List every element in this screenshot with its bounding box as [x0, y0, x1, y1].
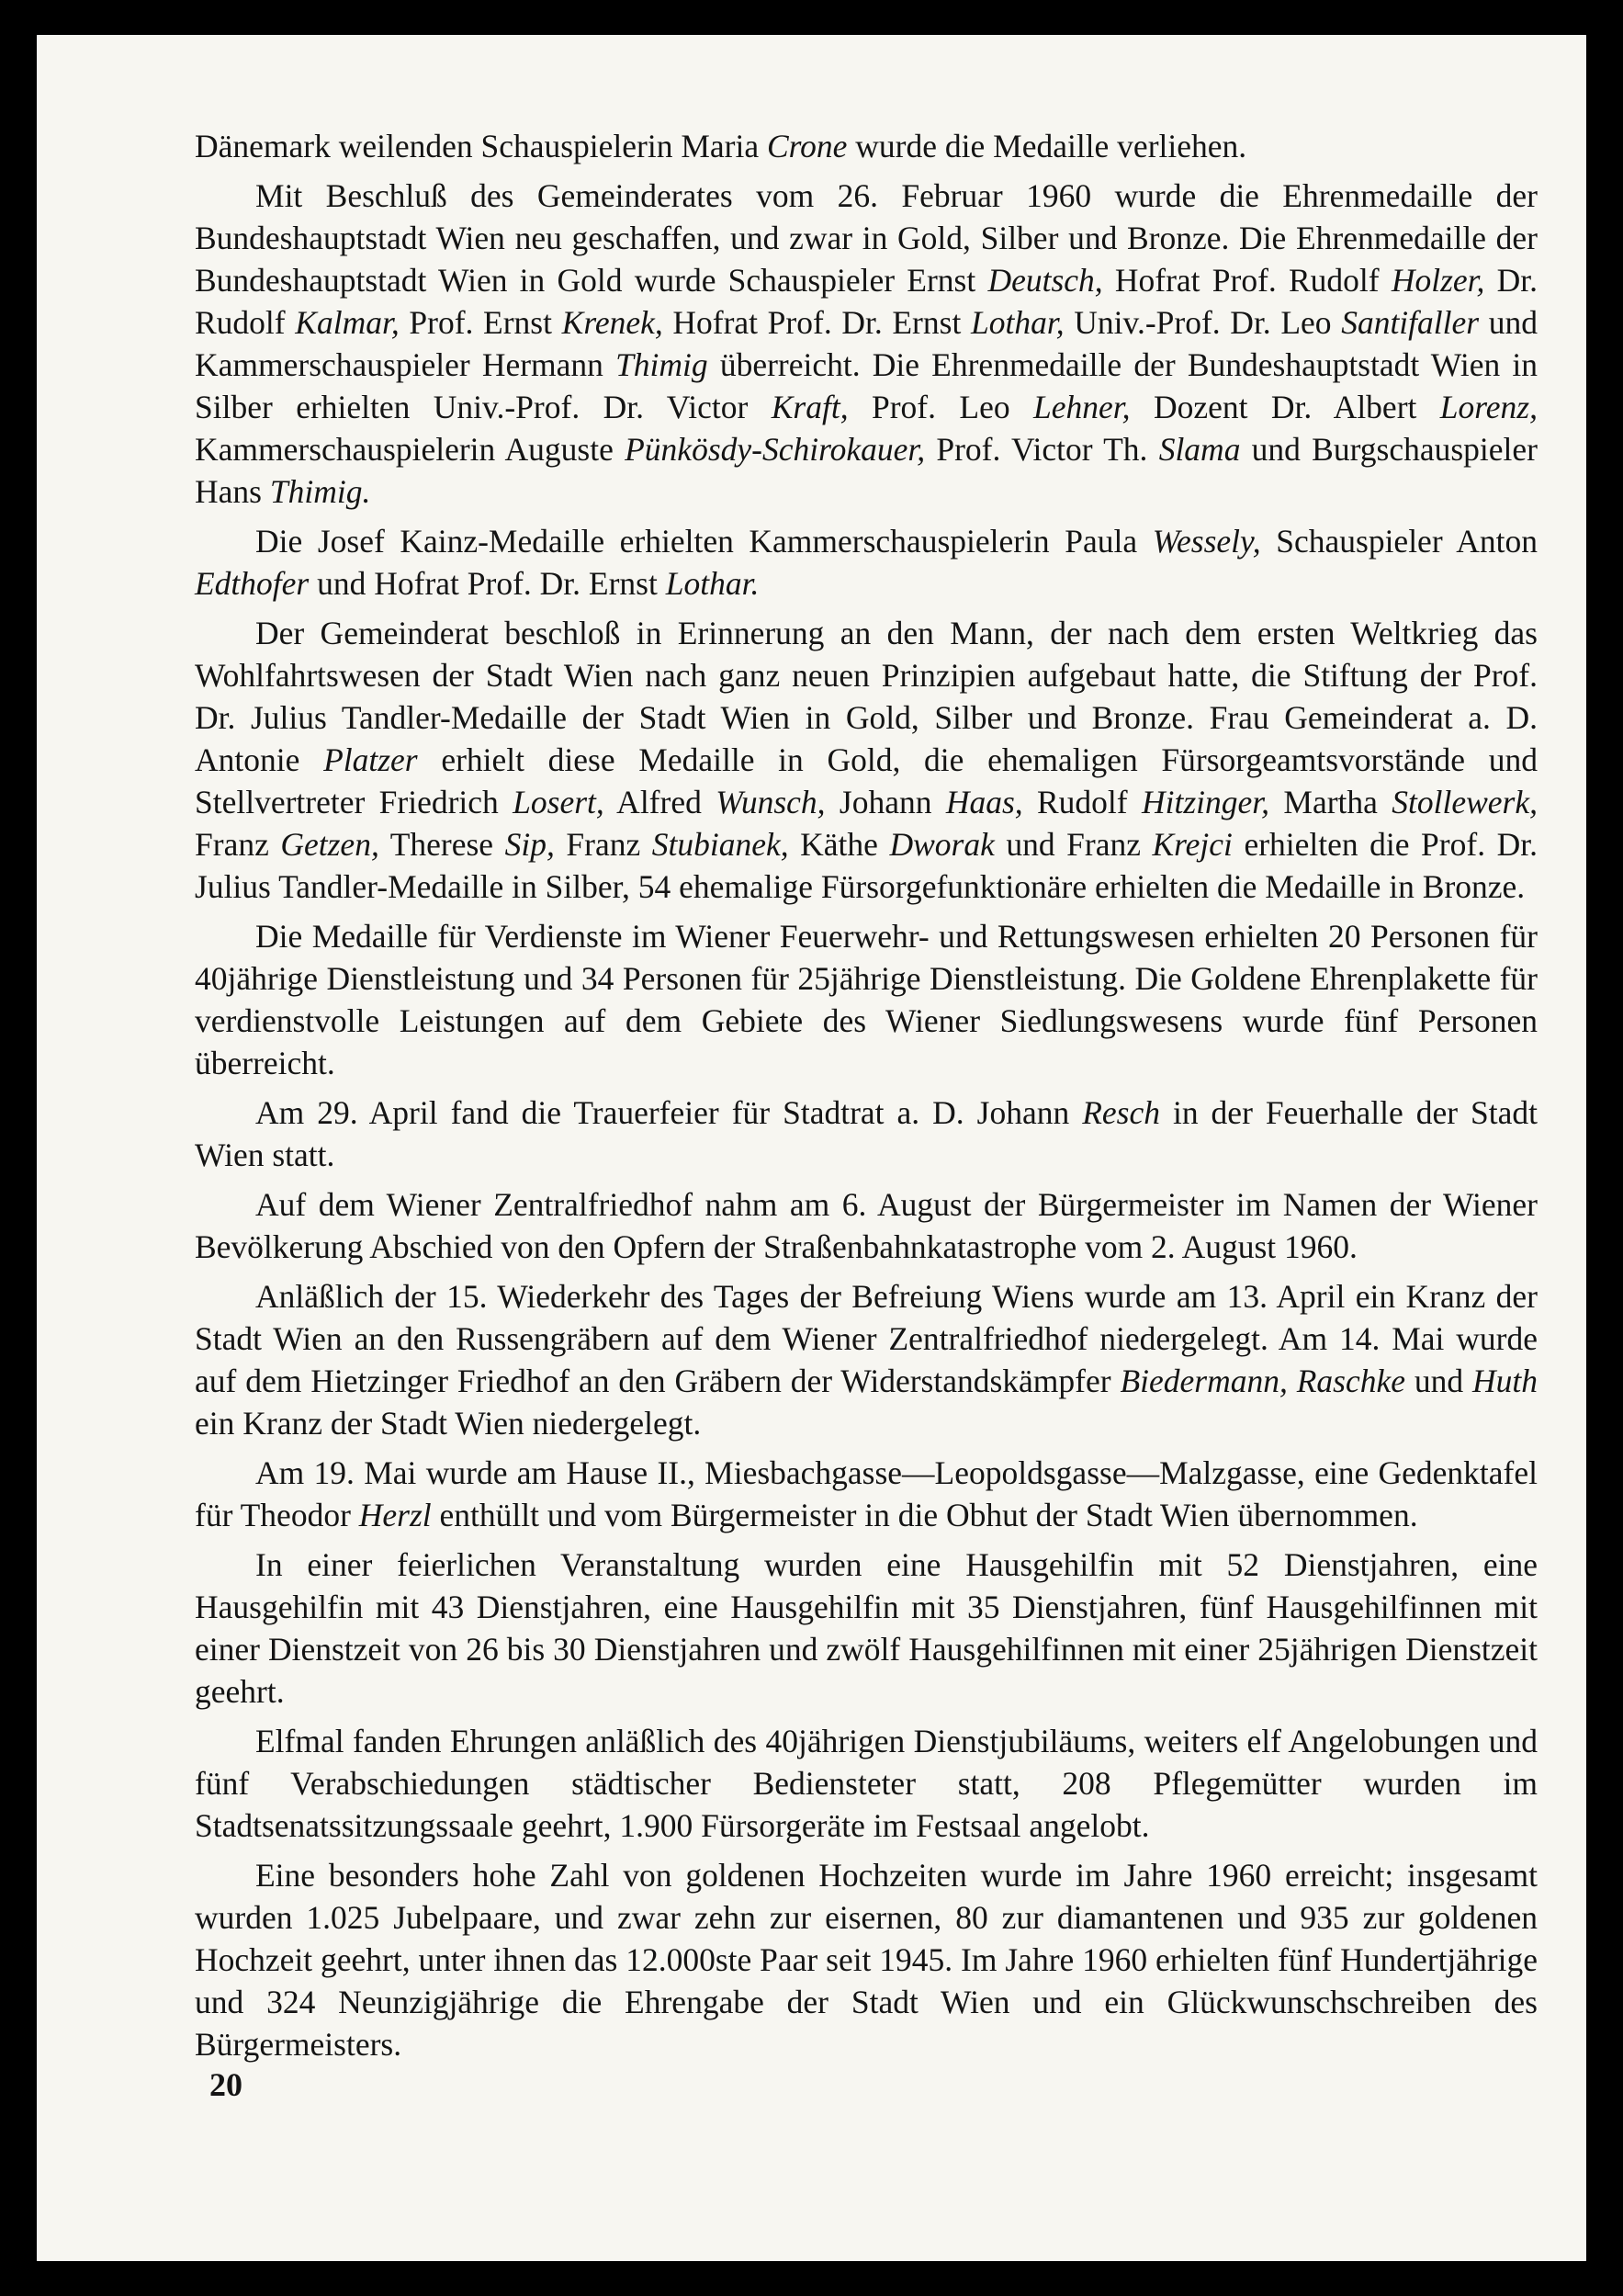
- paragraph: [195, 1275, 1538, 1444]
- text-run: Käthe: [788, 826, 890, 863]
- italic-name: Huth: [1472, 1363, 1538, 1399]
- italic-name: Lothar,: [970, 304, 1065, 341]
- text-run: und Franz: [994, 826, 1153, 863]
- italic-name: Deutsch,: [987, 262, 1103, 299]
- text-run: Schauspieler Anton: [1260, 523, 1538, 560]
- text-run: Der Gemeinderat beschloß in Erinnerung an den Mann, der nach dem ersten Weltkrieg das Wohlfahrtswesen der Stadt Wien nach ganz neuen Prinzipien aufgebaut hatte, die Stiftung der Prof. Dr. Julius Tandler-Medaille der Stadt Wien in Gold, Silber und Bronze. Frau Gemeinderat a. D. Antonie: [195, 615, 1538, 778]
- paragraph: [195, 1091, 1538, 1176]
- paragraph: [195, 915, 1538, 1084]
- italic-name: Losert,: [513, 784, 604, 820]
- text-run: Martha: [1269, 784, 1392, 820]
- italic-name: Stollewerk,: [1392, 784, 1538, 820]
- text-run: Dr. Rudolf: [195, 262, 1538, 341]
- italic-name: Getzen,: [280, 826, 379, 863]
- italic-name: Thimig: [615, 346, 708, 383]
- text-run: Elfmal fanden Ehrungen anläßlich des 40jährigen Dienstjubiläums, weiters elf Angelobungen und fünf Verabschiedungen städtischer Bediensteter statt, 208 Pflegemütter wurden im Stadtsenatssitzungssaale geehrt, 1.900 Fürsorgeräte im Festsaal angelobt.: [195, 1723, 1538, 1844]
- text-run: Alfred: [603, 784, 716, 820]
- page-number: 20: [209, 2066, 242, 2103]
- text-run: Anläßlich der 15. Wiederkehr des Tages der Befreiung Wiens wurde am 13. April ein Kranz der Stadt Wien an den Russengräbern auf dem Wiener Zentralfriedhof niedergelegt. Am 14. Mai wurde auf dem Hietzinger Friedhof an den Gräbern der Widerstandskämpfer: [195, 1278, 1538, 1399]
- italic-name: Haas,: [945, 784, 1023, 820]
- italic-name: Krejci: [1152, 826, 1233, 863]
- text-run: Kammerschauspielerin Auguste: [195, 431, 626, 468]
- italic-name: Crone: [766, 128, 848, 164]
- italic-name: Thimig.: [269, 473, 371, 510]
- italic-name: Krenek,: [561, 304, 663, 341]
- paragraph: [195, 125, 1538, 167]
- text-run: Prof. Leo: [848, 389, 1034, 425]
- italic-name: Biedermann, Raschke: [1120, 1363, 1405, 1399]
- text-run: Am 29. April fand die Trauerfeier für Stadtrat a. D. Johann: [255, 1094, 1083, 1131]
- italic-name: Lorenz,: [1439, 389, 1538, 425]
- italic-name: Kalmar,: [295, 304, 400, 341]
- text-run: Mit Beschluß des Gemeinderates vom 26. Februar 1960 wurde die Ehrenmedaille der Bundeshauptstadt Wien neu geschaffen, und zwar in Gold, Silber und Bronze. Die Ehrenmedaille der Bundeshauptstadt Wien in Gold wurde Schauspieler Ernst: [195, 177, 1538, 299]
- text-run: Auf dem Wiener Zentralfriedhof nahm am 6. August der Bürgermeister im Namen der Wiener Bevölkerung Abschied von den Opfern der Straßenbahnkatastrophe vom 2. August 1960.: [195, 1186, 1538, 1265]
- italic-name: Hitzinger,: [1141, 784, 1270, 820]
- text-run: ein Kranz der Stadt Wien niedergelegt.: [195, 1405, 702, 1442]
- text-run: Eine besonders hohe Zahl von goldenen Hochzeiten wurde im Jahre 1960 erreicht; insgesamt wurden 1.025 Jubelpaare, und zwar zehn zur eisernen, 80 zur diamantenen und 935 zur goldenen Hochzeit geehrt, unter ihnen das 12.000ste Paar seit 1945. Im Jahre 1960 erhielten fünf Hundertjährige und 324 Neunzigjährige die Ehrengabe der Stadt Wien und ein Glückwunschschreiben des Bürgermeisters.: [195, 1857, 1538, 2063]
- text-run: Hofrat Prof. Dr. Ernst: [662, 304, 971, 341]
- text-run: Die Josef Kainz-Medaille erhielten Kammerschauspielerin Paula: [255, 523, 1153, 560]
- text-run: wurde die Medaille verliehen.: [847, 128, 1247, 164]
- italic-name: Sip,: [504, 826, 555, 863]
- body-text: [195, 125, 1538, 2073]
- italic-name: Platzer: [323, 741, 418, 778]
- text-run: und: [1405, 1363, 1473, 1399]
- italic-name: Wunsch,: [716, 784, 826, 820]
- text-run: in der Feuerhalle der Stadt Wien statt.: [195, 1094, 1538, 1173]
- text-run: und Kammerschauspieler Hermann: [195, 304, 1538, 383]
- text-run: Therese: [378, 826, 505, 863]
- text-run: Franz: [554, 826, 652, 863]
- italic-name: Stubianek,: [651, 826, 789, 863]
- text-run: Univ.-Prof. Dr. Leo: [1064, 304, 1342, 341]
- text-run: Am 19. Mai wurde am Hause II., Miesbachgasse—Leopoldsgasse—Malzgasse, eine Gedenktafel für Theodor: [195, 1454, 1538, 1533]
- text-run: Franz: [195, 826, 281, 863]
- italic-name: Holzer,: [1391, 262, 1485, 299]
- text-run: Dänemark weilenden Schauspielerin Maria: [195, 128, 767, 164]
- text-run: erhielt diese Medaille in Gold, die ehemaligen Fürsorgeamtsvorstände und Stellvertreter Friedrich: [195, 741, 1538, 820]
- text-run: Prof. Victor Th.: [925, 431, 1159, 468]
- text-run: Johann: [825, 784, 946, 820]
- paragraph: [195, 1544, 1538, 1713]
- italic-name: Santifaller: [1341, 304, 1480, 341]
- paragraph: [195, 520, 1538, 605]
- text-run: In einer feierlichen Veranstaltung wurden eine Hausgehilfin mit 52 Dienstjahren, eine Hausgehilfin mit 43 Dienstjahren, eine Hausgehilfin mit 35 Dienstjahren, fünf Hausgehilfinnen mit einer Dienstzeit von 26 bis 30 Dienstjahren und zwölf Hausgehilfinnen mit einer 25jährigen Dienstzeit geehrt.: [195, 1546, 1538, 1710]
- text-run: überreicht. Die Ehrenmedaille der Bundeshauptstadt Wien in Silber erhielten Univ.-Prof. Dr. Victor: [195, 346, 1538, 425]
- italic-name: Resch: [1082, 1094, 1160, 1131]
- italic-name: Slama: [1158, 431, 1241, 468]
- text-run: Prof. Ernst: [399, 304, 562, 341]
- text-run: erhielten die Prof. Dr. Julius Tandler-Medaille in Silber, 54 ehemalige Fürsorgefunktionäre erhielten die Medaille in Bronze.: [195, 826, 1538, 905]
- text-run: Rudolf: [1022, 784, 1142, 820]
- italic-name: Herzl: [358, 1497, 432, 1533]
- italic-name: Pünkösdy-Schirokauer,: [625, 431, 926, 468]
- paragraph: [195, 1183, 1538, 1268]
- text-run: und Hofrat Prof. Dr. Ernst: [309, 565, 666, 602]
- italic-name: Edthofer: [195, 565, 310, 602]
- italic-name: Lothar.: [665, 565, 760, 602]
- italic-name: Lehner,: [1033, 389, 1131, 425]
- paragraph: [195, 1854, 1538, 2065]
- text-run: und Burgschauspieler Hans: [195, 431, 1538, 510]
- text-run: Hofrat Prof. Rudolf: [1102, 262, 1392, 299]
- document-page: [37, 35, 1586, 2261]
- italic-name: Wessely,: [1152, 523, 1261, 560]
- paragraph: [195, 1720, 1538, 1847]
- italic-name: Kraft,: [771, 389, 849, 425]
- paragraph: [195, 175, 1538, 513]
- text-run: Dozent Dr. Albert: [1130, 389, 1440, 425]
- paragraph: [195, 1452, 1538, 1536]
- text-run: enthüllt und vom Bürgermeister in die Obhut der Stadt Wien übernommen.: [431, 1497, 1418, 1533]
- italic-name: Dworak: [889, 826, 995, 863]
- paragraph: [195, 612, 1538, 908]
- text-run: Die Medaille für Verdienste im Wiener Feuerwehr- und Rettungswesen erhielten 20 Personen für 40jährige Dienstleistung und 34 Personen für 25jährige Dienstleistung. Die Goldene Ehrenplakette für verdienstvolle Leistungen auf dem Gebiete des Wiener Siedlungswesens wurde fünf Personen überreicht.: [195, 918, 1538, 1081]
